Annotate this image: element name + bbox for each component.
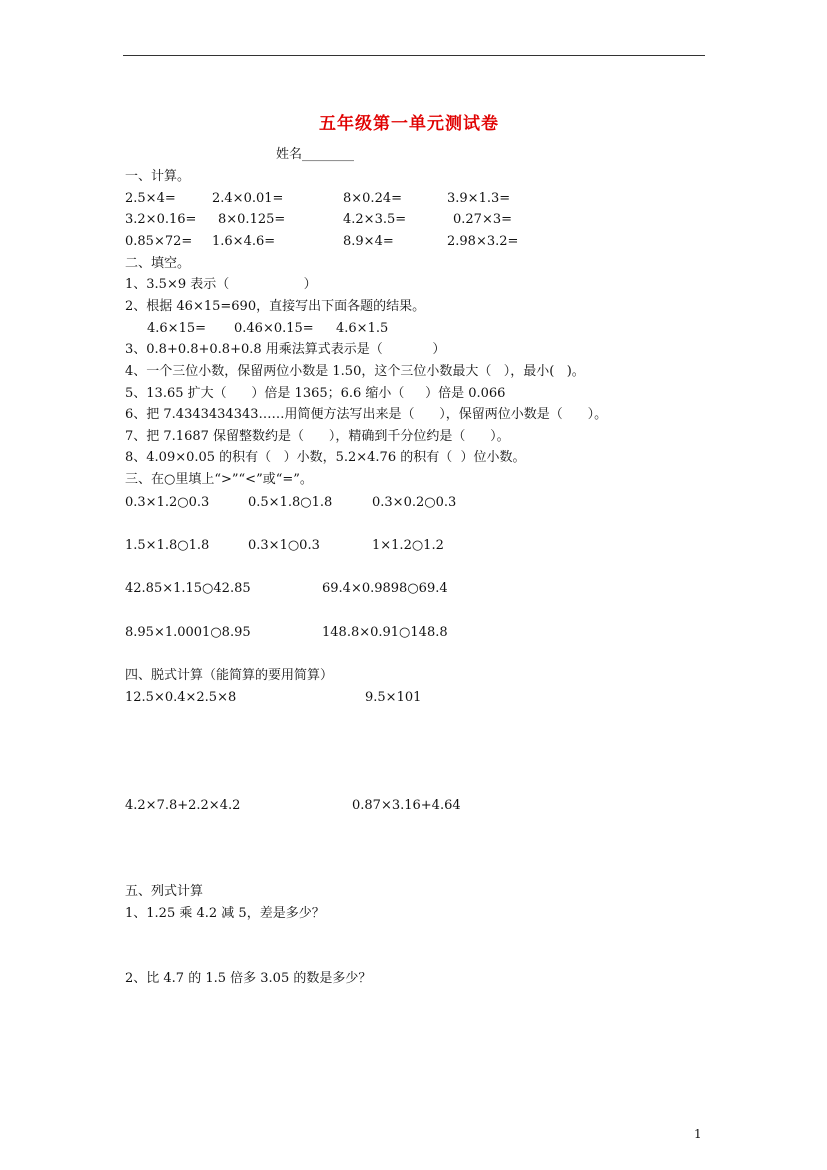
calc-item: 3.2×0.16=: [125, 212, 197, 227]
section-5-heading: 五、列式计算: [125, 884, 204, 899]
calc-item: 3.9×1.3=: [447, 191, 511, 206]
fill-question: 2、根据 46×15=690，直接写出下面各题的结果。: [125, 299, 426, 314]
word-problem: 2、比 4.7 的 1.5 倍多 3.05 的数是多少？: [125, 971, 372, 986]
fill-question: 7、把 7.1687 保留整数约是（ ），精确到千分位约是（ ）。: [125, 429, 510, 444]
compare-item: 148.8×0.91○148.8: [322, 625, 448, 640]
stepwise-item: 0.87×3.16+4.64: [352, 798, 461, 813]
compare-item: 8.95×1.0001○8.95: [125, 625, 251, 640]
calc-item: 2.5×4=: [125, 191, 176, 206]
fill-question: 5、13.65 扩大（ ）倍是 1365；6.6 缩小（ ）倍是 0.066: [125, 386, 506, 401]
calc-item: 4.2×3.5=: [343, 212, 407, 227]
section-1-heading: 一、计算。: [125, 169, 191, 184]
header-rule: [123, 55, 705, 56]
section-2-heading: 二、填空。: [125, 256, 191, 271]
section-4-heading: 四、脱式计算（能简算的要用简算）: [125, 668, 334, 683]
compare-item: 42.85×1.15○42.85: [125, 581, 251, 596]
calc-item: 2.4×0.01=: [212, 191, 284, 206]
name-field-label: 姓名________: [276, 147, 355, 162]
fill-question: 6、把 7.4343434343……用简便方法写出来是（ ），保留两位小数是（ ）。: [125, 407, 608, 422]
calc-item: 2.98×3.2=: [447, 234, 519, 249]
word-problem: 1、1.25 乘 4.2 减 5，差是多少？: [125, 906, 325, 921]
fill-question: 1、3.5×9 表示（ ）: [125, 277, 317, 292]
calc-item: 8×0.125=: [218, 212, 286, 227]
section-3-heading: 三、在○里填上“>”“<”或“=”。: [125, 472, 313, 487]
compare-item: 0.3×0.2○0.3: [372, 495, 457, 510]
compare-item: 0.3×1○0.3: [248, 538, 320, 553]
stepwise-item: 9.5×101: [365, 690, 422, 705]
compare-item: 1×1.2○1.2: [372, 538, 444, 553]
compare-item: 0.3×1.2○0.3: [125, 495, 210, 510]
sub-item: 4.6×15=: [147, 321, 207, 336]
calc-item: 8×0.24=: [343, 191, 403, 206]
fill-question: 4、一个三位小数，保留两位小数是 1.50，这个三位小数最大（ ），最小( )。: [125, 364, 585, 379]
stepwise-item: 4.2×7.8+2.2×4.2: [125, 798, 241, 813]
compare-item: 69.4×0.9898○69.4: [322, 581, 448, 596]
calc-item: 1.6×4.6=: [212, 234, 276, 249]
sub-item: 0.46×0.15=: [234, 321, 314, 336]
page-number: 1: [694, 1127, 702, 1141]
page-title: 五年级第一单元测试卷: [319, 114, 499, 134]
stepwise-item: 12.5×0.4×2.5×8: [125, 690, 237, 705]
compare-item: 1.5×1.8○1.8: [125, 538, 210, 553]
compare-item: 0.5×1.8○1.8: [248, 495, 333, 510]
sub-item: 4.6×1.5: [336, 321, 389, 336]
calc-item: 0.27×3=: [453, 212, 513, 227]
calc-item: 8.9×4=: [343, 234, 394, 249]
calc-item: 0.85×72=: [125, 234, 193, 249]
fill-question: 3、0.8+0.8+0.8+0.8 用乘法算式表示是（ ）: [125, 342, 446, 357]
fill-question: 8、4.09×0.05 的积有（ ）小数，5.2×4.76 的积有（ ）位小数。: [125, 450, 526, 465]
